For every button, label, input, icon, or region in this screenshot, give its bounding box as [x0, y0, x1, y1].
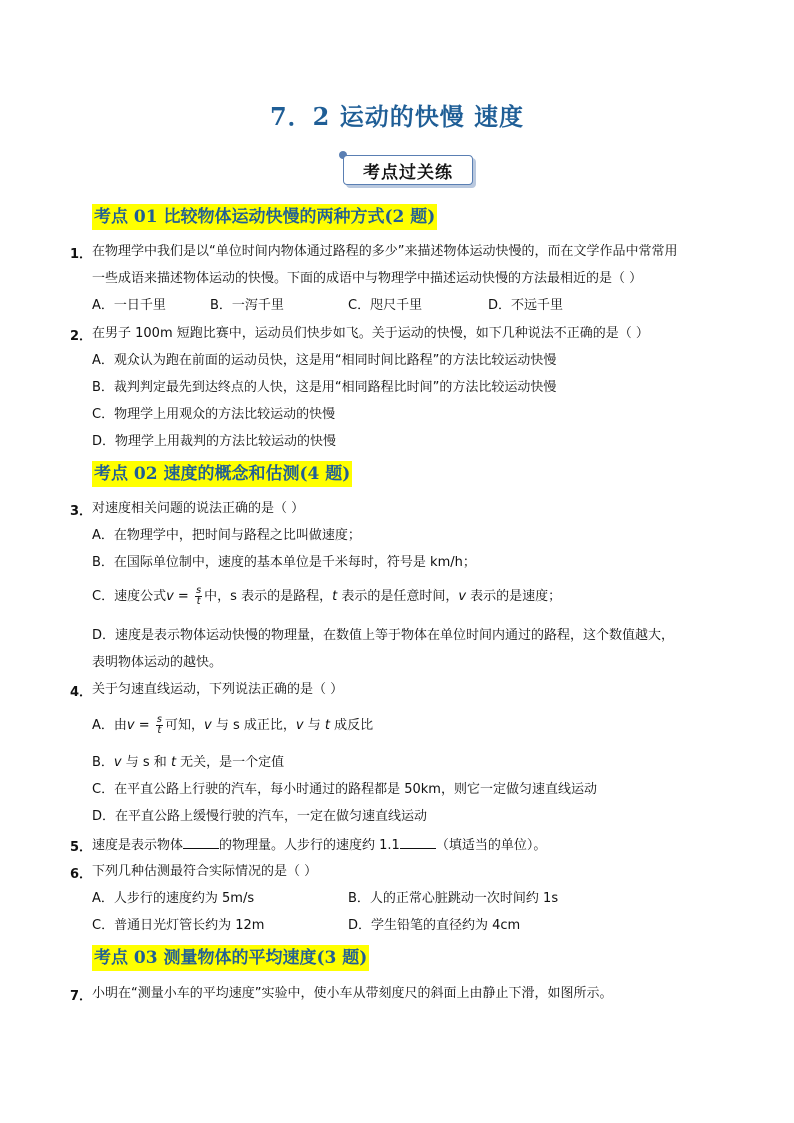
- question-text: 一些成语来描述物体运动的快慢。下面的成语中与物理学中描述运动快慢的方法最相近的是（ ）: [92, 271, 643, 286]
- question-text: 在男子 100m 短跑比赛中，运动员们快步如飞。关于运动的快慢，如下几种说法不正确的是（ ）: [92, 326, 649, 341]
- option: B．裁判判定最先到达终点的人快，这是用“相同路程比时间”的方法比较运动快慢: [92, 380, 557, 395]
- option-formula: A．由v = $\frac{s}{t}$ 可知，v 与 s 成正比，v 与 t 成反比: [92, 714, 374, 736]
- option-continued: 表明物体运动的越快。: [92, 655, 223, 670]
- option: D．学生铅笔的直径约为 4cm: [348, 918, 521, 933]
- option: B．v 与 s 和 t 无关，是一个定值: [92, 755, 285, 770]
- question-text: 速度是表示物体 的物理量。人步行的速度约 1.1 （填适当的单位）。: [92, 838, 547, 853]
- fraction: $\frac{s}{t}$: [156, 714, 162, 736]
- option: D．在平直公路上缓慢行驶的汽车，一定在做匀速直线运动: [92, 809, 428, 824]
- option: B．人的正常心脏跳动一次时间约 1s: [348, 891, 559, 906]
- option: C．普通日光灯管长约为 12m: [92, 918, 265, 933]
- question-number: 2．: [70, 329, 93, 344]
- option-formula: C．速度公式v = $\frac{s}{t}$ 中，s 表示的是路程，t 表示的是任意时间，v 表示的是速度；: [92, 585, 562, 607]
- question-number: 6．: [70, 867, 93, 882]
- option: A．一日千里: [92, 298, 166, 313]
- section-heading-01: 考点 01 比较物体运动快慢的两种方式(2 题): [92, 204, 437, 230]
- question-text: 对速度相关问题的说法正确的是（ ）: [92, 501, 305, 516]
- option: A．人步行的速度约为 5m/s: [92, 891, 255, 906]
- question-number: 5．: [70, 840, 93, 855]
- question-text: 关于匀速直线运动，下列说法正确的是（ ）: [92, 682, 344, 697]
- question-text: 下列几种估测最符合实际情况的是（ ）: [92, 864, 318, 879]
- question-text: 小明在“测量小车的平均速度”实验中，使小车从带刻度尺的斜面上由静止下滑，如图所示。: [92, 986, 613, 1001]
- option: D．速度是表示物体运动快慢的物理量，在数值上等于物体在单位时间内通过的路程，这个数值越大，: [92, 628, 675, 643]
- section-badge: [339, 151, 475, 187]
- question-number: 1．: [70, 247, 93, 262]
- badge-label: 考点过关练: [343, 155, 473, 185]
- question-number: 4．: [70, 685, 93, 700]
- option: A．在物理学中，把时间与路程之比叫做速度；: [92, 528, 361, 543]
- question-number: 7．: [70, 989, 93, 1004]
- page-title: 7．2 运动的快慢 速度: [269, 102, 525, 131]
- option: B．在国际单位制中，速度的基本单位是千米每时，符号是 km/h；: [92, 555, 476, 570]
- answer-blank[interactable]: [183, 836, 219, 849]
- option: C．物理学上用观众的方法比较运动的快慢: [92, 407, 336, 422]
- option: D．不远千里: [488, 298, 564, 313]
- section-heading-02: 考点 02 速度的概念和估测(4 题): [92, 461, 352, 487]
- fraction: $\frac{s}{t}$: [195, 585, 202, 607]
- question-text: 在物理学中我们是以“单位时间内物体通过路程的多少”来描述物体运动快慢的，而在文学作品中常常用: [92, 244, 678, 259]
- answer-blank[interactable]: [400, 836, 436, 849]
- option: D．物理学上用裁判的方法比较运动的快慢: [92, 434, 337, 449]
- option: B．一泻千里: [210, 298, 284, 313]
- option: C．咫尺千里: [348, 298, 423, 313]
- option: C．在平直公路上行驶的汽车，每小时通过的路程都是 50km，则它一定做匀速直线运动: [92, 782, 597, 797]
- question-number: 3．: [70, 504, 93, 519]
- option: A．观众认为跑在前面的运动员快，这是用“相同时间比路程”的方法比较运动快慢: [92, 353, 557, 368]
- section-heading-03: 考点 03 测量物体的平均速度(3 题): [92, 945, 369, 971]
